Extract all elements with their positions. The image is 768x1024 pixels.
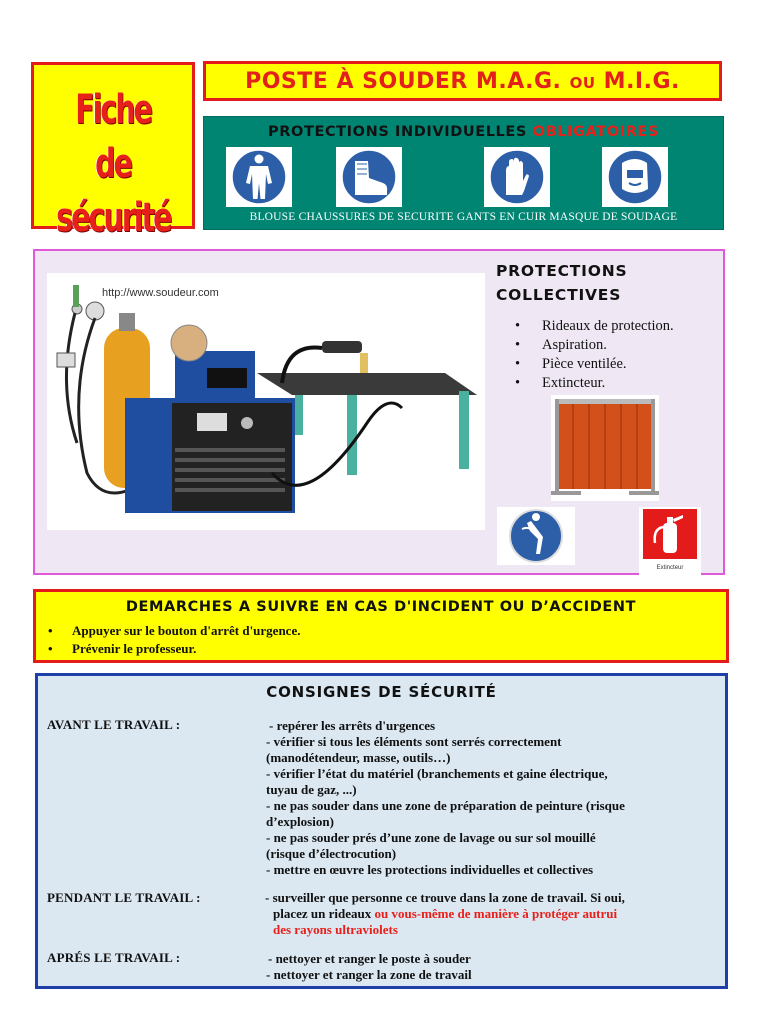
instruction-line-highlight: des rayons ultraviolets bbox=[273, 922, 398, 937]
poste-title-banner bbox=[203, 61, 722, 101]
instruction-line: - ne pas souder prés d’une zone de lavage ou sur sol mouillé bbox=[266, 830, 596, 845]
instruction-line: (manodétendeur, masse, outils…) bbox=[266, 750, 451, 765]
phase-instructions-pendant bbox=[265, 890, 625, 938]
list-item: • Prévenir le professeur. bbox=[48, 640, 300, 658]
fire-extinguisher-sign-icon bbox=[639, 507, 701, 575]
phase-instructions-apres bbox=[266, 951, 472, 983]
poste-title bbox=[245, 69, 680, 94]
welding-torch bbox=[322, 341, 362, 353]
fiche-title-line2: sécurité bbox=[56, 195, 171, 241]
instruction-line: (risque d’électrocution) bbox=[266, 846, 397, 861]
individual-protections-panel bbox=[203, 116, 724, 230]
safety-instructions-panel bbox=[35, 673, 728, 989]
instruction-line: - repérer les arrêts d'urgences bbox=[269, 718, 436, 733]
welding-table bbox=[257, 373, 477, 395]
instruction-line: - surveiller que personne ce trouve dans la zone de travail. Si oui, bbox=[265, 890, 625, 905]
collective-protections-list bbox=[495, 317, 674, 393]
instruction-line: - mettre en œuvre les protections individuelles et collectives bbox=[266, 862, 594, 877]
protection-curtain-image bbox=[551, 395, 659, 501]
collective-title-line1: PROTECTIONS bbox=[496, 262, 628, 280]
poste-title-end: M.I.G. bbox=[595, 69, 680, 94]
phase-label-avant: AVANT LE TRAVAIL : bbox=[47, 717, 181, 732]
safety-instructions-title: CONSIGNES DE SÉCURITÉ bbox=[266, 683, 497, 701]
phase-instructions-avant bbox=[266, 718, 625, 878]
poste-title-ou: OU bbox=[569, 74, 596, 92]
list-item: • Appuyer sur le bouton d'arrêt d'urgence. bbox=[48, 622, 300, 640]
collective-protections-panel bbox=[33, 249, 725, 575]
welding-station-photo bbox=[47, 273, 485, 530]
list-item: • Rideaux de protection. bbox=[495, 317, 674, 336]
instruction-line: - ne pas souder dans une zone de préparation de peinture (risque bbox=[266, 798, 625, 813]
individual-title-main: PROTECTIONS INDIVIDUELLES bbox=[268, 124, 533, 140]
instruction-line: tuyau de gaz, ...) bbox=[266, 782, 357, 797]
individual-title-mandatory: OBLIGATOIRES bbox=[532, 124, 659, 140]
collective-title-line2: COLLECTIVES bbox=[496, 286, 622, 304]
list-item: • Extincteur. bbox=[495, 374, 674, 393]
individual-protections-title bbox=[204, 124, 723, 140]
instruction-line: placez un rideaux bbox=[273, 906, 375, 921]
incident-title: DEMARCHES A SUIVRE EN CAS D'INCIDENT OU D’ACCIDENT bbox=[125, 599, 637, 615]
ventilation-sign-icon bbox=[497, 507, 575, 565]
photo-url-text: http://www.soudeur.com bbox=[102, 287, 219, 299]
list-item: • Pièce ventilée. bbox=[495, 355, 674, 374]
fiche-title-line1: Fiche de bbox=[75, 87, 151, 187]
collective-protections-title bbox=[496, 259, 716, 307]
list-item: • Aspiration. bbox=[495, 336, 674, 355]
fiche-title bbox=[56, 83, 170, 245]
phase-label-apres: APRÉS LE TRAVAIL : bbox=[47, 950, 181, 965]
extinguisher-sign-label: Extincteur bbox=[656, 565, 684, 571]
phase-label-pendant: PENDANT LE TRAVAIL : bbox=[47, 890, 201, 905]
instruction-line: - vérifier l’état du matériel (branchements et gaine électrique, bbox=[266, 766, 608, 781]
instruction-line: - nettoyer et ranger le poste à souder bbox=[268, 951, 471, 966]
instruction-line: - nettoyer et ranger la zone de travail bbox=[266, 967, 472, 982]
incident-steps-list bbox=[48, 622, 300, 658]
gloves-icon bbox=[484, 147, 550, 207]
instruction-line-highlight: ou vous-même de manière à protéger autrui bbox=[374, 906, 618, 921]
poste-title-main: POSTE À SOUDER M.A.G. bbox=[245, 69, 570, 94]
incident-procedure-panel bbox=[33, 589, 729, 663]
coverall-icon bbox=[226, 147, 292, 207]
welding-mask-icon bbox=[602, 147, 668, 207]
individual-protections-captions: BLOUSE CHAUSSURES DE SECURITE GANTS EN CUIR MASQUE DE SOUDAGE bbox=[249, 211, 678, 223]
instruction-line: d’explosion) bbox=[266, 814, 334, 829]
safety-boot-icon bbox=[336, 147, 402, 207]
instruction-line: - vérifier si tous les éléments sont serrés correctement bbox=[266, 734, 562, 749]
fiche-securite-badge bbox=[31, 62, 195, 241]
